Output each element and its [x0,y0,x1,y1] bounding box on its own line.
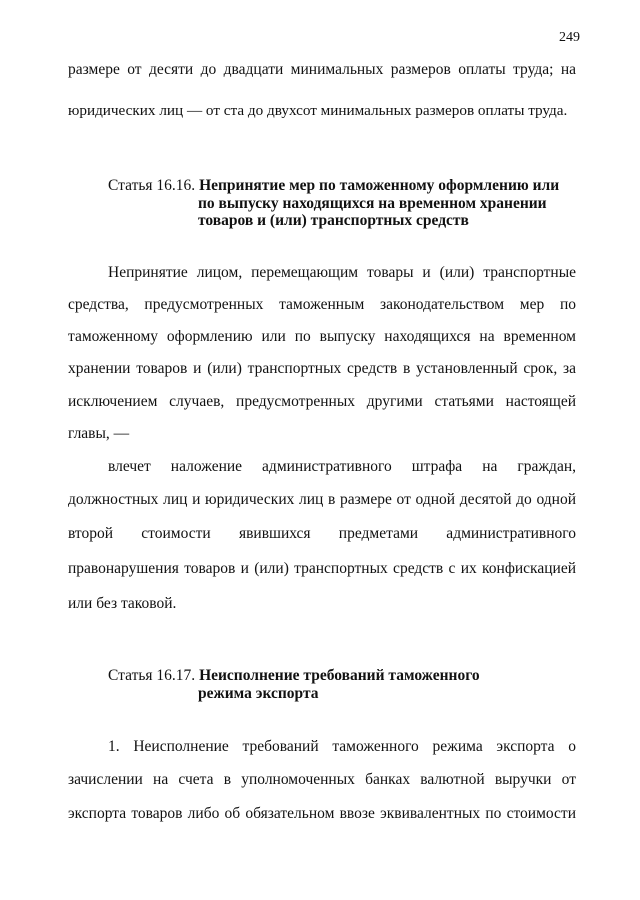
text-line: или без таковой. [68,595,177,612]
text-line: Непринятие лицом, перемещающим товары и (или) транспортные [108,264,576,281]
text-line: 1. Неисполнение требований таможенного режима экспорта о [108,738,576,755]
article-16-17-heading [108,668,480,684]
intro-paragraph-end [68,103,576,119]
article-16-16-body [68,329,576,345]
article-title-line: Непринятие мер по таможенному оформлению или [199,177,560,194]
text-line: правонарушения товаров и (или) транспортных средств с их конфискацией [68,560,576,577]
text-line: должностных лиц и юридических лиц в размере от одной десятой до одной [68,491,576,508]
article-16-16-penalty-first [108,459,576,475]
article-16-17-body [68,806,576,822]
text-line: исключением случаев, предусмотренных другими статьями настоящей [68,393,576,410]
article-16-16-body [68,361,576,377]
article-16-16-penalty-end [68,596,576,612]
article-16-17-heading-line-2 [198,686,319,702]
text-line: второй стоимости явившихся предметами административного [68,525,576,542]
article-title-line: режима экспорта [198,685,319,702]
article-title-line: по выпуску находящихся на временном хранении [198,195,547,212]
text-line: зачислении на счета в уполномоченных банках валютной выручки от [68,771,576,788]
text-line: влечет наложение административного штрафа на граждан, [108,458,576,475]
article-16-16-heading-line-2 [198,196,547,212]
text-line: размере от десяти до двадцати минимальных размеров оплаты труда; на [68,61,576,78]
article-16-16-heading [108,178,559,194]
article-16-16-body-end [68,426,576,442]
article-number: Статья 16.17. [108,667,196,684]
text-line: таможенному оформлению или по выпуску находящихся на временном [68,328,576,345]
article-title-line: Неисполнение требований таможенного [199,667,480,684]
text-line: юридических лиц — от ста до двухсот минимальных размеров оплаты труда. [68,102,568,119]
article-number: Статья 16.16. [108,177,196,194]
article-16-16-heading-line-3 [198,213,469,229]
article-title-line: товаров и (или) транспортных средств [198,212,469,229]
text-line: главы, — [68,425,130,442]
article-16-16-penalty [68,526,576,542]
article-16-16-body [68,297,576,313]
text-line: хранении товаров и (или) транспортных средств в установленный срок, за [68,360,576,377]
article-16-17-body-first [108,739,576,755]
page-number: 249 [559,30,580,45]
text-line: экспорта товаров либо об обязательном ввозе эквивалентных по стоимости [68,805,576,822]
article-16-16-penalty [68,561,576,577]
article-16-16-body [68,394,576,410]
article-16-17-body [68,772,576,788]
article-16-16-penalty [68,492,576,508]
intro-paragraph [68,62,576,78]
article-16-16-body-first [108,265,576,281]
text-line: средства, предусмотренных таможенным законодательством мер по [68,296,576,313]
